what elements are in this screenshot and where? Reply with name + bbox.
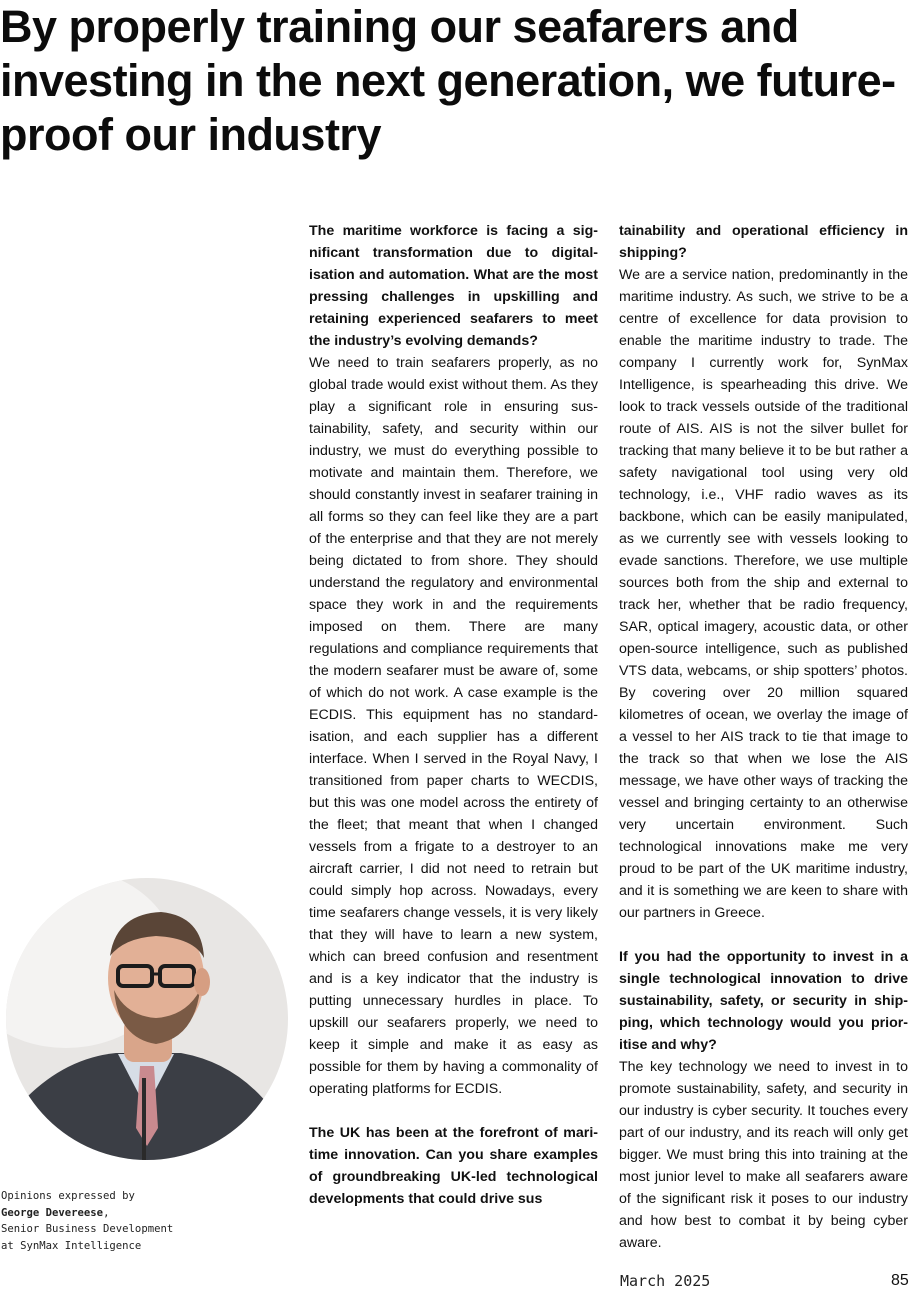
interview-question: If you had the opportunity to invest in a single technological innovation to drive sustainability, safety, or security in shipping, which technology would you prioritise and why?	[619, 949, 908, 1053]
article-column-2	[619, 220, 908, 1254]
article-headline: By properly training our seafarers and investing in the next generation, we future-proof our industry	[0, 1, 896, 160]
article-column-1	[309, 220, 598, 1210]
interview-question: The maritime workforce is facing a significant transformation due to digitalisation and automation. What are the most pressing challenges in upskilling and retaining experienced seafarers to meet the industry’s evolving demands?	[309, 223, 598, 349]
issue-date: March 2025	[620, 1272, 711, 1290]
interview-answer: We are a service nation, predominantly in the maritime industry. As such, we strive to be a centre of excellence for data provision to enable the maritime industry to trade. The company I currently work for, SynMax Intelligence, is spearheading this drive. We look to track vessels outside of the traditional route of AIS. AIS is not the silver bullet for tracking that many believe it to be but rather a safety navigational tool using very old technology, i.e., VHF radio waves as its backbone, which can be easily manipulated, as we currently see with vessels looking to evade sanctions. Therefore, we use multiple sources both from the ship and external to track her, whether that be radio frequency, SAR, optical imagery, acoustic data, or other open-source intelligence, such as published VTS data, webcams, or ship spotters’ photos. By covering over 20 million squared kilometres of ocean, we overlay the image of a vessel to her AIS track to tie that image to the track so that when we lose the AIS message, we have other ways of tracking the vessel and bringing certainty to an otherwise very uncertain environment. Such technological innovations make me very proud to be part of the UK maritime industry, and it is something we are keen to share with our partners in Greece.	[619, 267, 908, 921]
interview-question-continued: tainability and operational efficiency in shipping?	[619, 223, 908, 261]
author-company: at SynMax Intelligence	[1, 1239, 142, 1252]
portrait-photo	[6, 878, 288, 1160]
author-title: Senior Business Development	[1, 1223, 174, 1235]
interview-answer: We need to train seafarers properly, as no global trade would exist without them. As they play a significant role in ensuring sustainability, safety, and security within our industry, we must do everything possible to motivate and maintain them. Therefore, we should constantly invest in seafarer training in all forms so they can feel like they are a part of the enterprise and that they are not merely being dictated to from shore. They should understand the regulatory and environmental space they work in and the requirements imposed on them. There are many regulations and compliance requirements that the modern seafarer must be aware of, some of which do not work. A case example is the ECDIS. This equipment has no standardisation, and each supplier has a different interface. When I served in the Royal Navy, I transitioned from paper charts to WECDIS, but this was one model across the entirety of the fleet; that meant that when I changed vessels from a frigate to a destroyer to an aircraft carrier, I did not need to retrain but could simply hop across. Nowadays, every time seafarers change vessels, it is very likely that they will have to learn a new system, which can breed confusion and resentment and is a key indicator that the industry is putting unnecessary hurdles in place. To upskill our seafarers properly, we need to keep it simple and make it as easy as possible for them by having a commonality of operating platforms for ECDIS.	[309, 355, 598, 1097]
caption-name-line	[1, 1205, 251, 1222]
page-number: 85	[891, 1272, 909, 1289]
author-caption	[1, 1188, 251, 1254]
portrait-illustration	[6, 878, 288, 1160]
author-name: George Devereese	[1, 1206, 104, 1219]
interview-answer: The key technology we need to invest in to promote sustainability, safety, and security in our industry is cyber security. It touches every part of our industry, and its reach will only get bigger. We must bring this into training at the most junior level to make all seafarers aware of the significant risk it poses to our industry and how best to combat it by being cyber aware.	[619, 1059, 908, 1251]
author-name-comma: ,	[103, 1206, 110, 1219]
caption-intro: Opinions expressed by	[1, 1190, 135, 1202]
interview-question: The UK has been at the forefront of maritime innovation. Can you share examples of groundbreaking UK-led technological developments that could drive sus	[309, 1125, 598, 1207]
